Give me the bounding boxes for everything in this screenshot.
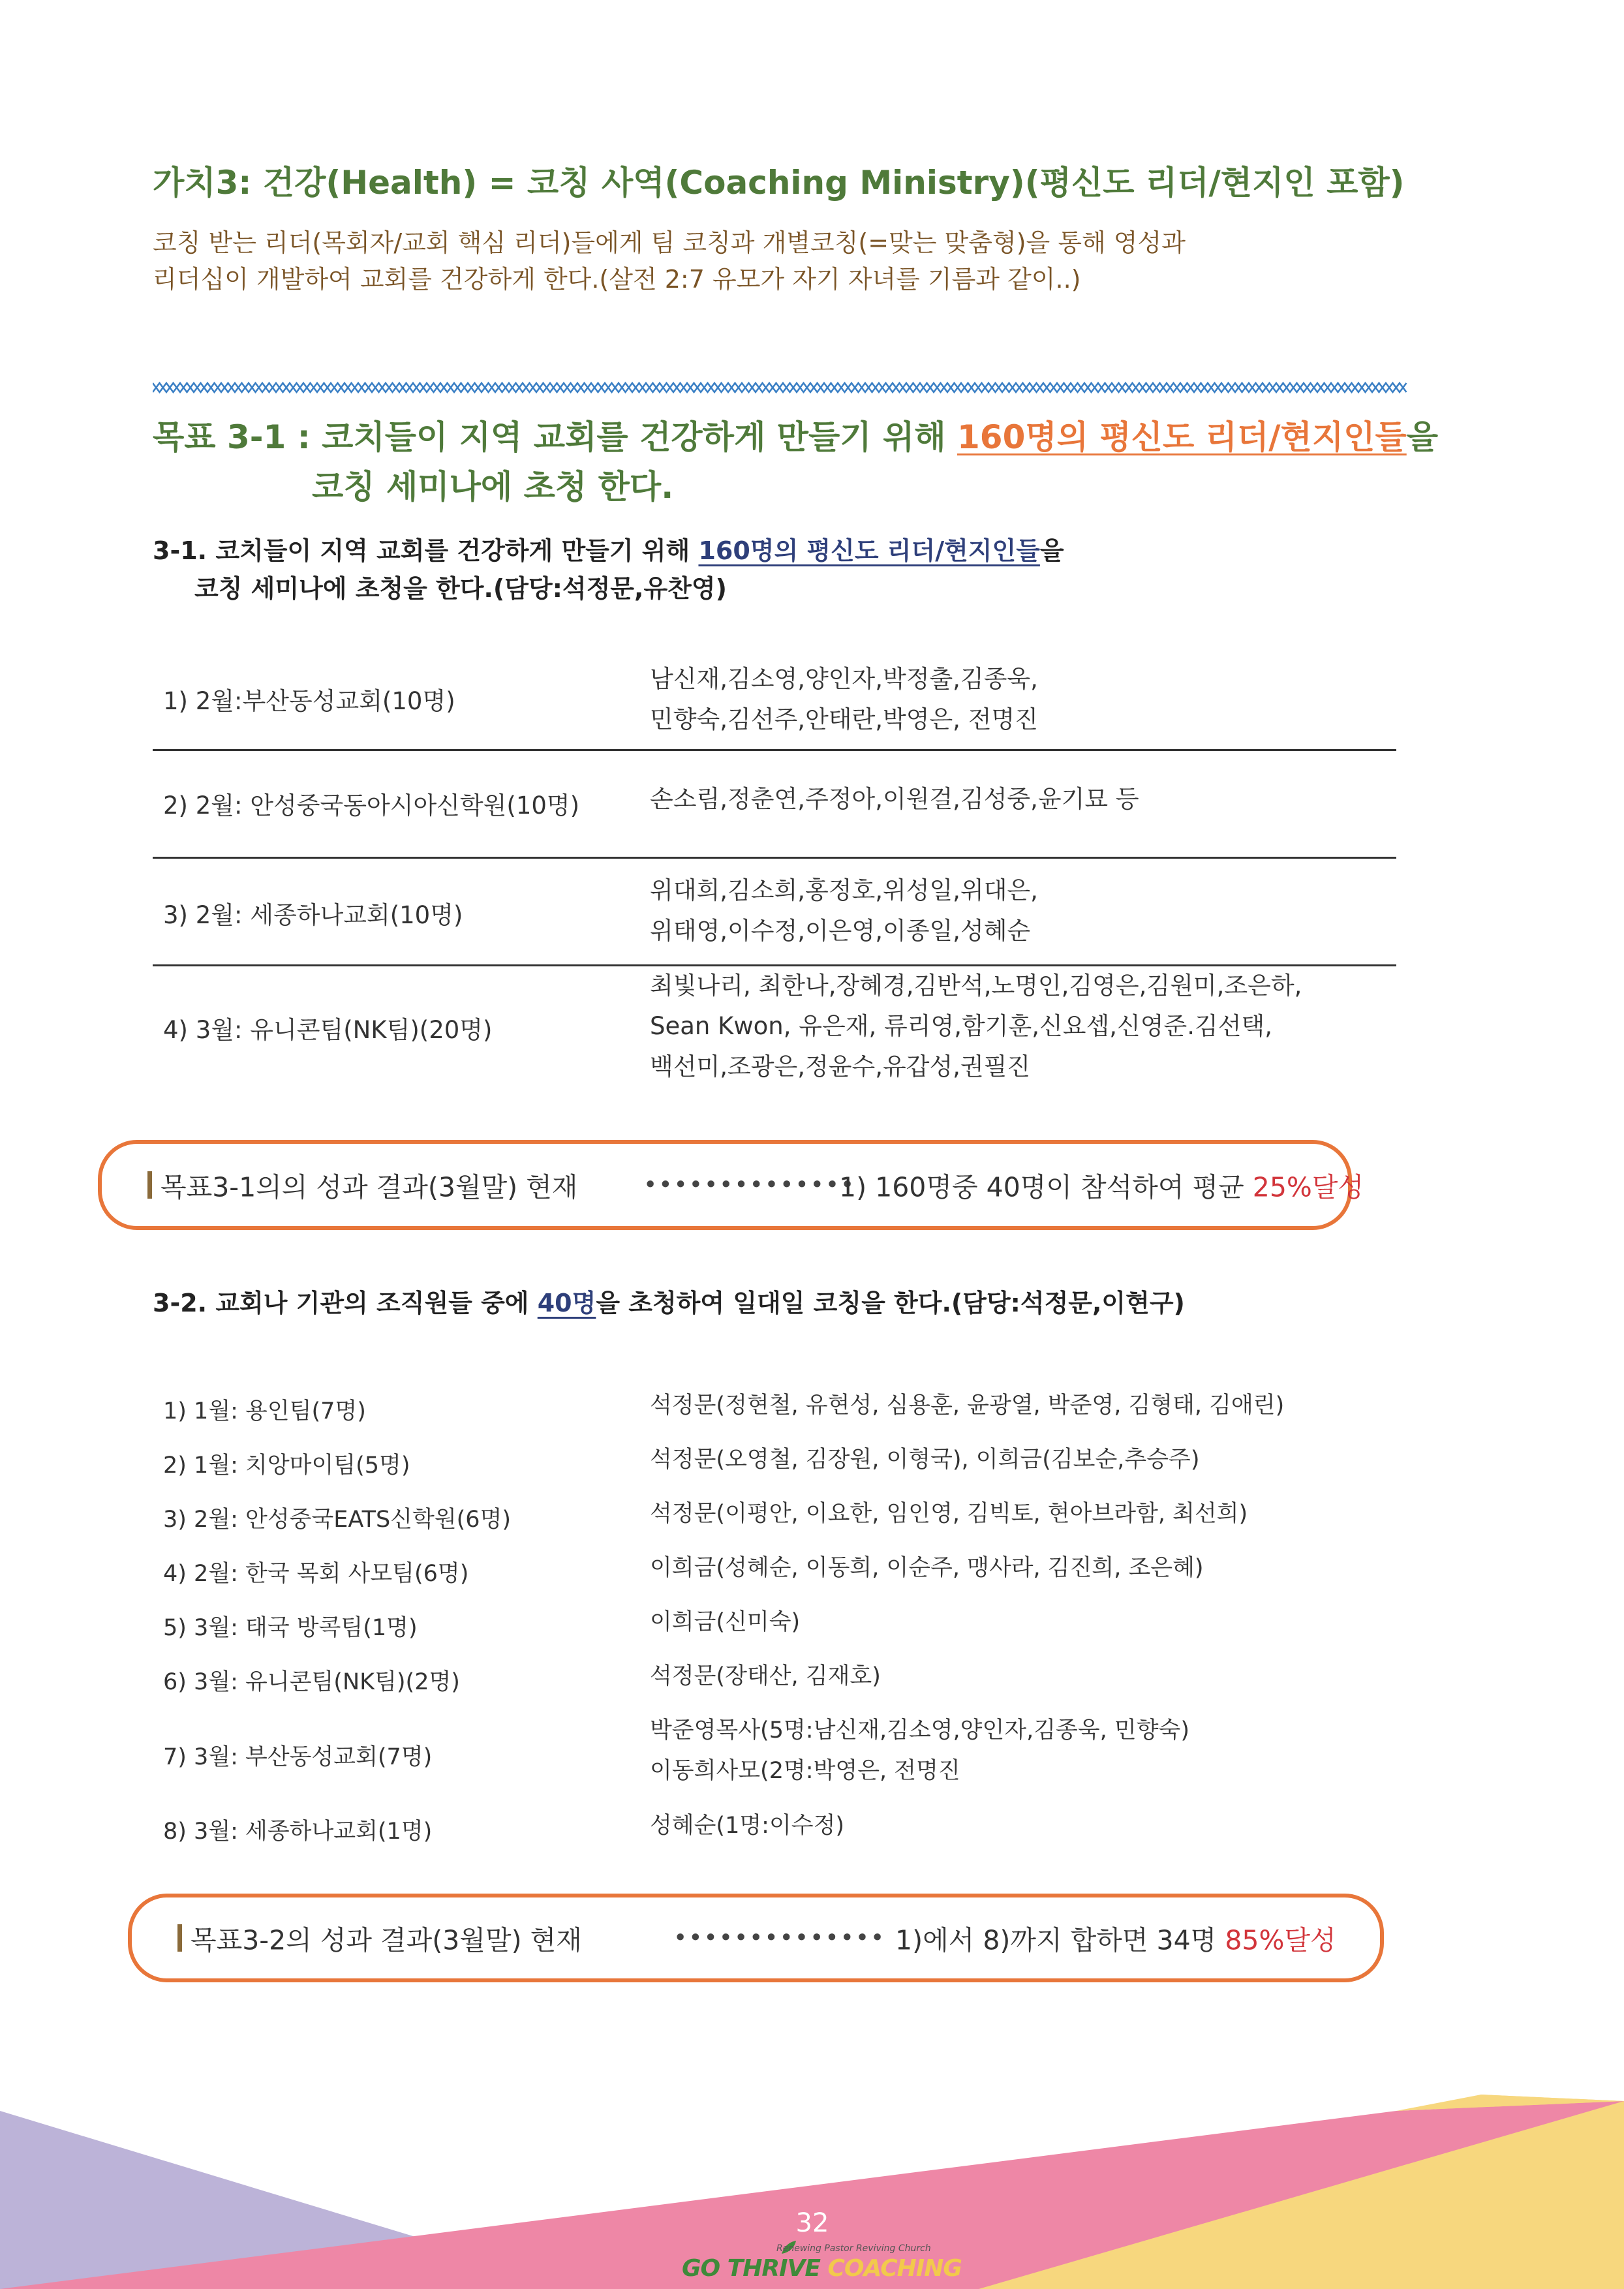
result-box-3-1 (98, 1140, 1364, 1230)
section-1-heading (153, 532, 1064, 607)
value-title: 가치3: 건강(Health) = 코칭 사역(Coaching Ministry)(평신도 리더/현지인 포함) (153, 164, 1405, 202)
zigzag-line-bottom (153, 383, 1407, 392)
goal-title-highlight: 160명의 평신도 리더/현지인들 (957, 418, 1407, 456)
section-2-heading-prefix: 3-2. 교회나 기관의 조직원들 중에 (153, 1289, 538, 1317)
section-2-heading-suffix: 을 초청하여 일대일 코칭을 한다.(담당:석정문,이현구) (596, 1289, 1185, 1317)
result-bar-marker (177, 1924, 182, 1952)
result-bar-marker (147, 1171, 152, 1199)
section-2-heading-highlight: 40명 (537, 1289, 596, 1317)
result-percent: 25%달성 (1252, 1171, 1364, 1203)
section-1-heading-line-2: 코칭 세미나에 초청을 한다.(담당:석정문,유찬영) (194, 574, 727, 603)
names-line: 성혜순(1명:이수정) (650, 1813, 845, 1839)
names-line: 손소림,정춘연,주정아,이원걸,김성중,윤기묘 등 (650, 785, 1139, 813)
row-names (650, 1710, 1189, 1791)
names-line: 남신재,김소영,양인자,박정출,김종욱, (650, 665, 1038, 693)
value-desc-line-2: 리더십이 개발하여 교회를 건강하게 한다.(살전 2:7 유모가 자기 자녀를 기름과 같이..) (153, 265, 1081, 294)
result-label: 목표3-2의 성과 결과(3월말) 현재 (191, 1924, 582, 1956)
result-text-main: 1) 160명중 40명이 참석하여 평균 (839, 1171, 1253, 1203)
result-label: 목표3-1의의 성과 결과(3월말) 현재 (161, 1171, 578, 1203)
brand-part-2: COACHING (827, 2255, 962, 2282)
row-label: 8) 3월: 세종하나교회(1명) (163, 1819, 433, 1845)
row-label: 4) 2월: 한국 목회 사모팀(6명) (163, 1561, 469, 1587)
result-percent: 85%달성 (1225, 1924, 1336, 1956)
row-names (650, 1805, 844, 1846)
row-label: 3) 2월: 세종하나교회(10명) (163, 901, 463, 929)
row-names (650, 1602, 800, 1642)
row-label: 5) 3월: 태국 방콕팀(1명) (163, 1615, 418, 1641)
result-text (895, 1919, 1336, 1958)
goal-title (153, 412, 1438, 512)
row-names (650, 659, 1038, 740)
names-line: 이희금(신미숙) (650, 1609, 801, 1635)
row-label: 1) 2월:부산동성교회(10명) (163, 687, 455, 715)
names-line: 위대희,김소희,홍정호,위성일,위대은, (650, 876, 1038, 904)
section-1-heading-highlight: 160명의 평신도 리더/현지인들 (698, 536, 1040, 565)
row-label: 7) 3월: 부산동성교회(7명) (163, 1744, 433, 1770)
section-2-heading (153, 1284, 1185, 1322)
table-row (153, 870, 1396, 955)
page-number: 32 (795, 2208, 829, 2238)
section-1-heading-suffix: 을 (1039, 536, 1064, 565)
row-names (650, 1548, 1204, 1588)
names-line: 이동희사모(2명:박영은, 전명진 (650, 1758, 960, 1784)
table-row (153, 659, 1396, 744)
row-label: 6) 3월: 유니콘팀(NK팀)(2명) (163, 1669, 460, 1695)
row-label: 2) 2월: 안성중국동아시아신학원(10명) (163, 791, 580, 820)
names-line: 민향숙,김선주,안태란,박영은, 전명진 (650, 705, 1038, 733)
row-label: 1) 1월: 용인팀(7명) (163, 1398, 366, 1424)
row-names (650, 779, 1139, 820)
names-line: 석정문(이평안, 이요한, 임인영, 김빅토, 현아브라함, 최선희) (650, 1501, 1248, 1527)
brand-tagline: Renewing Pastor Reviving Church (776, 2243, 931, 2254)
result-box-3-2 (128, 1894, 1384, 1982)
row-label: 3) 2월: 안성중국EATS신학원(6명) (163, 1507, 512, 1533)
row-names (650, 1656, 881, 1697)
result-dots: •••••••••••••• (643, 1171, 856, 1199)
value-description (153, 224, 1523, 298)
table-divider (153, 749, 1396, 751)
row-label: 4) 3월: 유니콘팀(NK팀)(20명) (163, 1016, 493, 1044)
goal-title-line-2: 코칭 세미나에 초청 한다. (312, 468, 674, 506)
row-label: 2) 1월: 치앙마이팀(5명) (163, 1452, 410, 1479)
row-names (650, 1385, 1284, 1426)
table-row (153, 966, 1396, 1090)
brand-logo-text (682, 2255, 962, 2282)
names-line: 이희금(성혜순, 이동희, 이순주, 맹사라, 김진희, 조은혜) (650, 1555, 1204, 1581)
names-line: 박준영목사(5명:남신재,김소영,양인자,김종욱, 민향숙) (650, 1717, 1190, 1744)
zigzag-divider (153, 376, 1409, 399)
names-line: 최빛나리, 최한나,장혜경,김반석,노명인,김영은,김원미,조은하, (650, 972, 1302, 1000)
names-line: Sean Kwon, 유은재, 류리영,함기훈,신요셉,신영준.김선택, (650, 1012, 1272, 1040)
names-line: 석정문(장태산, 김재호) (650, 1663, 881, 1689)
value-desc-line-1: 코칭 받는 리더(목회자/교회 핵심 리더)들에게 팀 코칭과 개별코칭(=맞는 맞춤형)을 통해 영성과 (153, 228, 1186, 257)
row-names (650, 1494, 1248, 1534)
row-names (650, 870, 1038, 951)
names-line: 석정문(오영철, 김장원, 이형국), 이희금(김보순,추승주) (650, 1447, 1200, 1473)
section-1-heading-prefix: 3-1. 코치들이 지역 교회를 건강하게 만들기 위해 (153, 536, 699, 565)
result-dots: •••••••••••••• (673, 1924, 886, 1952)
brand-part-1: GO THRIVE (682, 2255, 828, 2282)
names-line: 백선미,조광은,정윤수,유갑성,권필진 (650, 1052, 1031, 1081)
row-names (650, 966, 1302, 1087)
row-names (650, 1439, 1200, 1480)
goal-title-suffix: 을 (1406, 418, 1439, 456)
names-line: 석정문(정현철, 유현성, 심용훈, 윤광열, 박준영, 김형태, 김애린) (650, 1392, 1285, 1419)
goal-title-prefix: 목표 3-1 : 코치들이 지역 교회를 건강하게 만들기 위해 (153, 418, 957, 456)
result-text (839, 1166, 1364, 1205)
names-line: 위태영,이수정,이은영,이종일,성혜순 (650, 917, 1031, 945)
table-row (153, 783, 1396, 829)
table-divider (153, 857, 1396, 859)
result-text-main: 1)에서 8)까지 합하면 34명 (895, 1924, 1225, 1956)
